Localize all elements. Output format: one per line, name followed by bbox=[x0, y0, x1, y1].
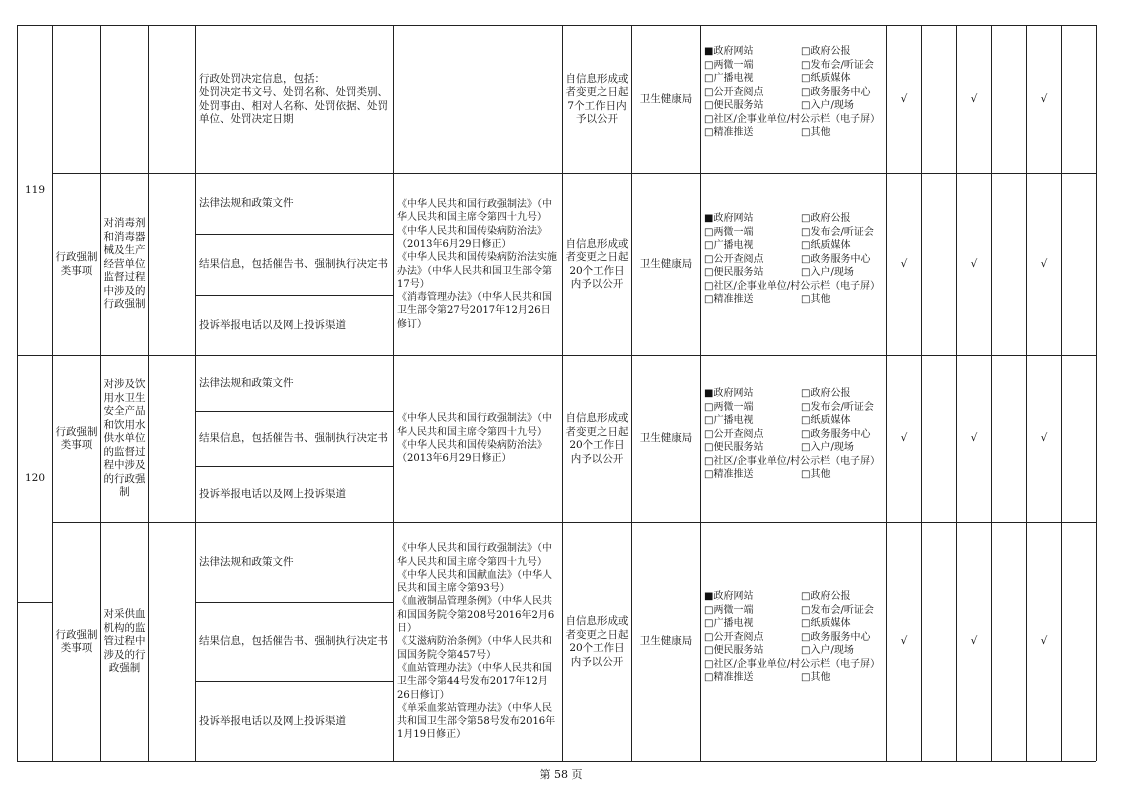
category-cell: 行政强制类事项 bbox=[55, 251, 98, 277]
channel-wechat-weibo: □两微一端 bbox=[704, 59, 754, 71]
channel-other: □其他 bbox=[801, 469, 831, 480]
check-mark: √ bbox=[970, 432, 978, 445]
channel-service-station: □便民服务站 bbox=[704, 100, 764, 111]
channel-reading-point: □公开查阅点 bbox=[704, 253, 764, 265]
check-mark: √ bbox=[900, 432, 908, 445]
channel-service-center: □政务服务中心 bbox=[801, 428, 871, 440]
channel-wechat-weibo: □两微一端 bbox=[704, 604, 754, 616]
channel-service-center: □政务服务中心 bbox=[801, 86, 871, 98]
channel-paper: □纸质媒体 bbox=[801, 73, 851, 84]
channel-gov-website: ■政府网站 bbox=[704, 388, 754, 399]
content-cell: 投诉举报电话以及网上投诉渠道 bbox=[199, 487, 346, 500]
channel-targeted-push: □精准推送 bbox=[704, 672, 754, 683]
channels-list bbox=[704, 387, 886, 482]
channel-gazette: □政府公报 bbox=[801, 388, 851, 399]
channel-paper: □纸质媒体 bbox=[801, 240, 851, 251]
page-number: 第 58 页 bbox=[539, 768, 583, 781]
channel-reading-point: □公开查阅点 bbox=[704, 631, 764, 643]
channel-bulletin-board: □社区/企事业单位/村公示栏（电子屏） bbox=[704, 658, 881, 670]
row-number: 119 bbox=[24, 183, 46, 196]
agency-cell: 卫生健康局 bbox=[639, 257, 693, 270]
channel-press-conference: □发布会/听证会 bbox=[801, 226, 874, 238]
category-cell: 行政强制类事项 bbox=[55, 425, 98, 451]
check-mark: √ bbox=[1040, 257, 1048, 270]
channel-gazette: □政府公报 bbox=[801, 213, 851, 224]
channel-service-station: □便民服务站 bbox=[704, 442, 764, 453]
channel-targeted-push: □精准推送 bbox=[704, 127, 754, 138]
channels-list bbox=[704, 590, 886, 685]
channel-broadcast: □广播电视 bbox=[704, 73, 754, 84]
check-mark: √ bbox=[970, 92, 978, 105]
channel-paper: □纸质媒体 bbox=[801, 415, 851, 426]
channel-household: □入户/现场 bbox=[801, 100, 854, 111]
content-cell: 法律法规和政策文件 bbox=[199, 376, 294, 389]
channel-gov-website: ■政府网站 bbox=[704, 46, 754, 57]
channel-bulletin-board: □社区/企事业单位/村公示栏（电子屏） bbox=[704, 280, 881, 292]
channel-gov-website: ■政府网站 bbox=[704, 591, 754, 602]
channel-other: □其他 bbox=[801, 294, 831, 305]
law-basis-cell: 《中华人民共和国行政强制法》（中华人民共和国主席令第四十九号） 《中华人民共和国传染病防治法》（2013年6月29日修正） 《中华人民共和国传染病防治法实施办法》（中华人民共和国卫生部令第17号） 《消毒管理办法》（中华人民共和国卫生部令第27号2017年12月26日修订） bbox=[397, 199, 557, 330]
timing-cell: 自信息形成或者变更之日起7个工作日内予以公开 bbox=[565, 72, 629, 125]
timing-cell: 自信息形成或者变更之日起20个工作日内予以公开 bbox=[565, 615, 629, 668]
channel-other: □其他 bbox=[801, 672, 831, 683]
content-cell: 结果信息，包括催告书、强制执行决定书 bbox=[199, 635, 388, 648]
channel-gazette: □政府公报 bbox=[801, 46, 851, 57]
row-number: 120 bbox=[24, 472, 46, 485]
channel-reading-point: □公开查阅点 bbox=[704, 86, 764, 98]
agency-cell: 卫生健康局 bbox=[639, 92, 693, 105]
channel-reading-point: □公开查阅点 bbox=[704, 428, 764, 440]
channel-service-center: □政务服务中心 bbox=[801, 253, 871, 265]
law-basis-cell: 《中华人民共和国行政强制法》（中华人民共和国主席令第四十九号） 《中华人民共和国献血法》（中华人民共和国主席令第93号） 《血液制品管理条例》（中华人民共和国国务院令第208号2016年2月6日） 《艾滋病防治条例》（中华人民共和国国务院令第457号） 《血站管理办法》（中华人民共和国卫生部令第44号发布2017年12月26日修订） 《单采血浆站管理办法》（中华人民共和国卫生部令第58号发布2016年1月19日修正） bbox=[397, 543, 556, 741]
content-cell: 投诉举报电话以及网上投诉渠道 bbox=[199, 318, 346, 331]
item-cell: 对采供血机构的监管过程中涉及的行政强制 bbox=[103, 608, 146, 675]
channel-targeted-push: □精准推送 bbox=[704, 294, 754, 305]
content-cell: 结果信息，包括催告书、强制执行决定书 bbox=[199, 258, 388, 271]
channel-targeted-push: □精准推送 bbox=[704, 469, 754, 480]
channel-bulletin-board: □社区/企事业单位/村公示栏（电子屏） bbox=[704, 113, 881, 125]
channel-paper: □纸质媒体 bbox=[801, 618, 851, 629]
agency-cell: 卫生健康局 bbox=[639, 635, 693, 648]
category-cell: 行政强制类事项 bbox=[55, 628, 98, 654]
check-mark: √ bbox=[900, 257, 908, 270]
check-mark: √ bbox=[900, 635, 908, 648]
content-cell: 法律法规和政策文件 bbox=[199, 197, 294, 210]
channel-service-station: □便民服务站 bbox=[704, 645, 764, 656]
channel-wechat-weibo: □两微一端 bbox=[704, 226, 754, 238]
timing-cell: 自信息形成或者变更之日起20个工作日内予以公开 bbox=[565, 237, 629, 290]
channel-bulletin-board: □社区/企事业单位/村公示栏（电子屏） bbox=[704, 455, 881, 467]
channel-wechat-weibo: □两微一端 bbox=[704, 401, 754, 413]
check-mark: √ bbox=[970, 635, 978, 648]
check-mark: √ bbox=[1040, 432, 1048, 445]
channel-broadcast: □广播电视 bbox=[704, 415, 754, 426]
channel-other: □其他 bbox=[801, 127, 831, 138]
check-mark: √ bbox=[1040, 92, 1048, 105]
channel-press-conference: □发布会/听证会 bbox=[801, 59, 874, 71]
channel-household: □入户/现场 bbox=[801, 442, 854, 453]
content-cell: 行政处罚决定信息，包括： 处罚决定书文号、处罚名称、处罚类别、处罚事由、相对人名称、处罚依据、处罚单位、处罚决定日期 bbox=[199, 72, 388, 125]
channels-list bbox=[704, 212, 886, 307]
item-cell: 对涉及饮用水卫生安全产品和饮用水供水单位的监督过程中涉及的行政强制 bbox=[103, 378, 146, 499]
channel-press-conference: □发布会/听证会 bbox=[801, 604, 874, 616]
channel-press-conference: □发布会/听证会 bbox=[801, 401, 874, 413]
channel-broadcast: □广播电视 bbox=[704, 240, 754, 251]
channel-gov-website: ■政府网站 bbox=[704, 213, 754, 224]
channel-broadcast: □广播电视 bbox=[704, 618, 754, 629]
item-cell: 对消毒剂和消毒器械及生产经营单位监督过程中涉及的行政强制 bbox=[103, 217, 146, 311]
channel-service-station: □便民服务站 bbox=[704, 267, 764, 278]
channel-household: □入户/现场 bbox=[801, 267, 854, 278]
channels-list bbox=[704, 45, 886, 140]
channel-household: □入户/现场 bbox=[801, 645, 854, 656]
content-cell: 法律法规和政策文件 bbox=[199, 555, 294, 568]
channel-service-center: □政务服务中心 bbox=[801, 631, 871, 643]
timing-cell: 自信息形成或者变更之日起20个工作日内予以公开 bbox=[565, 412, 629, 465]
content-cell: 结果信息，包括催告书、强制执行决定书 bbox=[199, 432, 388, 445]
check-mark: √ bbox=[970, 257, 978, 270]
law-basis-cell: 《中华人民共和国行政强制法》（中华人民共和国主席令第四十九号） 《中华人民共和国传染病防治法》（2013年6月29日修正） bbox=[397, 413, 552, 465]
channel-gazette: □政府公报 bbox=[801, 591, 851, 602]
agency-cell: 卫生健康局 bbox=[639, 432, 693, 445]
check-mark: √ bbox=[900, 92, 908, 105]
content-cell: 投诉举报电话以及网上投诉渠道 bbox=[199, 714, 346, 727]
check-mark: √ bbox=[1040, 635, 1048, 648]
